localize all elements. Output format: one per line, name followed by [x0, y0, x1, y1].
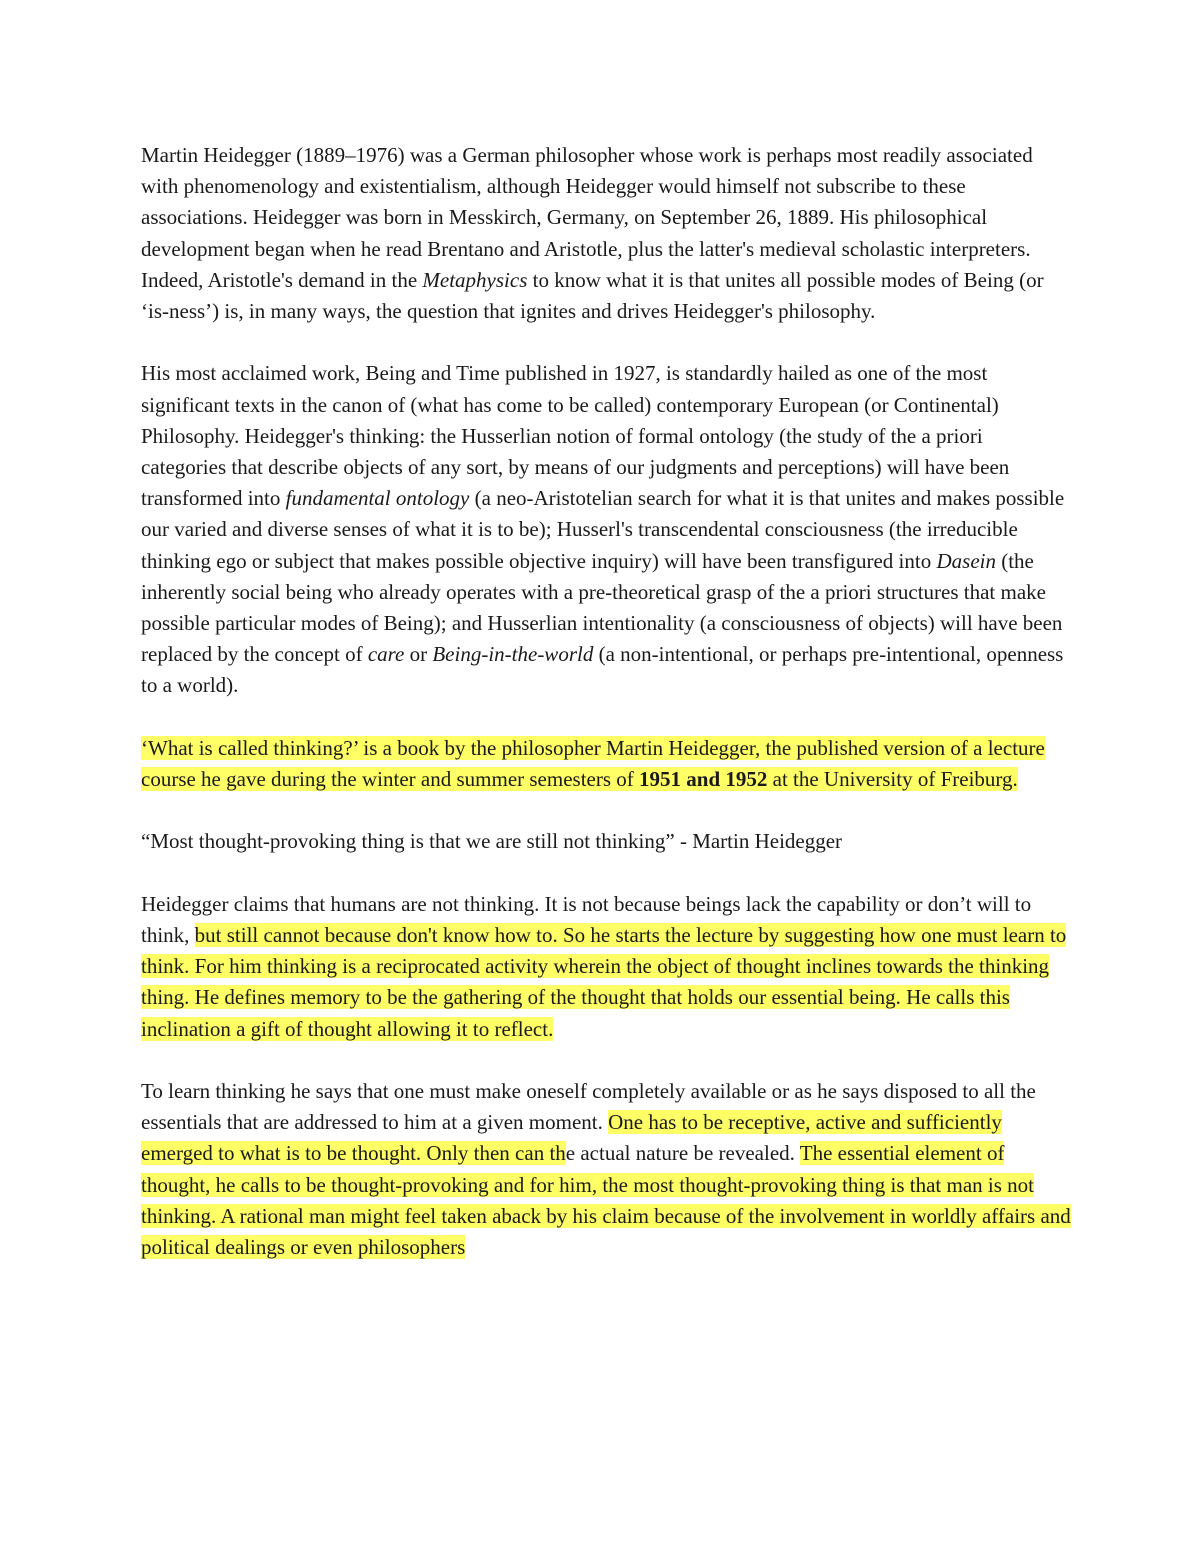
text-run: His most acclaimed work, Being and Time published in 1927, is standardly hailed as one of the most significant texts in the canon of (what has come to be called) contemporary European (or Continental) Philosophy. Heidegger's thinking: the Husserlian notion of formal ontology (the study of the a priori categories that describe objects of any sort, by means of our judgments and perceptions) will have been transformed into [141, 361, 1010, 511]
text-run: (a neo-Aristotelian search for what it is that unites and makes possible our varied and diverse senses of what it is to be); Husserl's transcendental consciousness (the irreducible thinking ego or subject that makes possible objective inquiry) will have been transfigured into [141, 486, 1065, 573]
text-run: (the inherently social being who already operates with a pre-theoretical grasp of the a priori structures that make possible particular modes of Being); and Husserlian intentionality (a consciousness of objects) will have been replaced by the concept of [141, 548, 1063, 667]
highlighted-run: but still cannot because don't know how to. So he starts the lecture by suggesting how one must learn to think. For him thinking is a reciprocated activity wherein the object of thought inclines towards the thinking thing. He defines memory to be the gathering of the thought that holds our essential being. He calls this inclination a gift of thought allowing it to reflect. [141, 923, 1067, 1041]
paragraph-humans-not-thinking [141, 889, 1071, 1045]
italic-run: Dasein [936, 548, 996, 573]
highlighted-run: The essential element of thought, he calls to be thought-provoking and for him, the most thought-provoking thing is that man is not thinking. A rational man might feel taken aback by his claim because of the involvement in worldly affairs and political dealings or even philosophers [141, 1141, 1071, 1260]
paragraph-quote [141, 826, 1071, 857]
highlighted-run: at the University of Freiburg. [767, 767, 1018, 792]
italic-run: fundamental ontology [285, 486, 470, 511]
italic-run: Being-in-the-world [432, 642, 594, 667]
text-run: Martin Heidegger (1889–1976) was a German philosopher whose work is perhaps most readily associated with phenomenology and existentialism, although Heidegger would himself not subscribe to these associations. Heidegger was born in Messkirch, Germany, on September 26, 1889. His philosophical development began when he read Brentano and Aristotle, plus the latter's medieval scholastic interpreters. Indeed, Aristotle's demand in the [141, 143, 1033, 292]
paragraph-what-is-called-thinking [141, 733, 1071, 795]
italic-run: Metaphysics [422, 267, 528, 292]
quote-text: “Most thought-provoking thing is that we are still not thinking” - Martin Heidegger [141, 829, 843, 854]
text-run: e actual nature be revealed. [565, 1141, 800, 1166]
highlighted-bold-run: 1951 and 1952 [639, 767, 768, 792]
paragraph-learn-thinking [141, 1076, 1071, 1263]
highlighted-run: One has to be receptive, active and sufficiently emerged to what is to be thought. Only then can th [141, 1110, 1002, 1166]
paragraph-being-and-time [141, 358, 1071, 701]
text-run: (a non-intentional, or perhaps pre-intentional, openness to a world). [141, 642, 1064, 698]
italic-run: care [367, 642, 405, 667]
text-run: to know what it is that unites all possible modes of Being (or ‘is-ness’) is, in many ways, the question that ignites and drives Heidegger's philosophy. [141, 267, 1044, 324]
text-run: To learn thinking he says that one must make oneself completely available or as he says disposed to all the essentials that are addressed to him at a given moment. [141, 1079, 1036, 1135]
highlighted-run: ‘What is called thinking?’ is a book by the philosopher Martin Heidegger, the published version of a lecture course he gave during the winter and summer semesters of [141, 735, 1045, 792]
text-run: or [404, 642, 433, 667]
document-body [141, 140, 1071, 1294]
paragraph-heidegger-intro [141, 140, 1071, 327]
text-run: Heidegger claims that humans are not thinking. It is not because beings lack the capability or don’t will to think, [141, 891, 1032, 948]
